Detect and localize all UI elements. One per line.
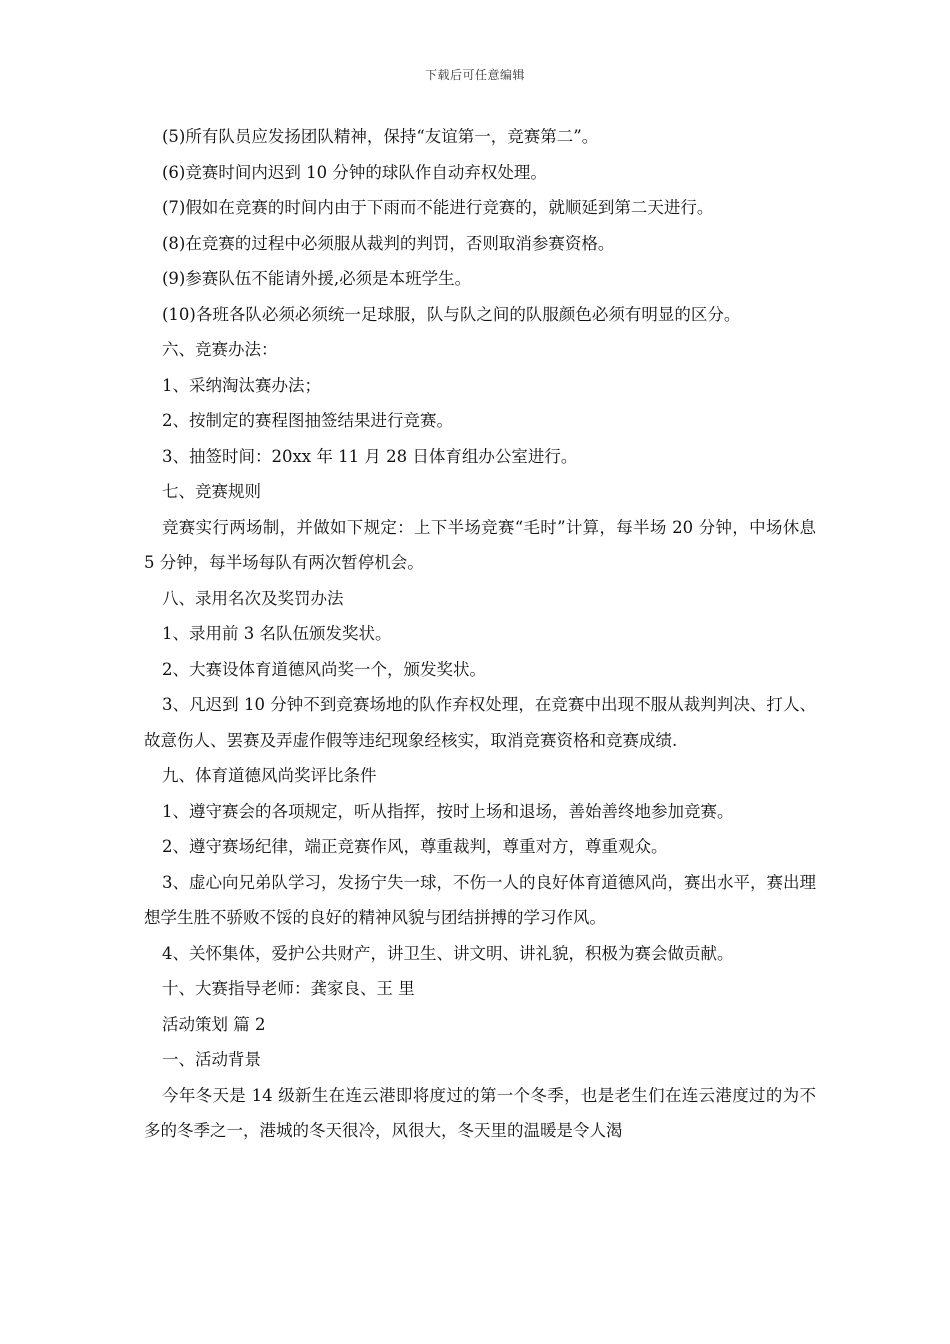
rule-item-9: (9)参赛队伍不能请外援,必须是本班学生。 xyxy=(162,269,472,288)
document-body xyxy=(144,119,816,1149)
method-item-3: 3、抽签时间：20xx 年 11 月 28 日体育组办公室进行。 xyxy=(162,446,578,466)
method-item-1: 1、采纳淘汰赛办法； xyxy=(162,375,321,395)
section-heading-6: 六、竞赛办法： xyxy=(162,340,278,359)
condition-item-3: 3、虚心向兄弟队学习，发扬宁失一球，不伤一人的良好体育道德风尚，赛出水平，赛出理想学生胜不骄败不馁的良好的精神风貌与团结拼搏的学习作风。 xyxy=(144,872,816,927)
rule-item-6: (6)竞赛时间内迟到 10 分钟的球队作自动弃权处理。 xyxy=(162,162,547,182)
plan-title: 活动策划 篇 2 xyxy=(162,1014,266,1034)
award-item-1: 1、录用前 3 名队伍颁发奖状。 xyxy=(162,624,392,643)
section-heading-7: 七、竞赛规则 xyxy=(162,482,261,501)
award-item-3: 3、凡迟到 10 分钟不到竞赛场地的队作弃权处理，在竞赛中出现不服从裁判判决、打人、故意伤人、罢赛及弄虚作假等违纪现象经核实，取消竞赛资格和竞赛成绩. xyxy=(144,695,816,750)
background-heading: 一、活动背景 xyxy=(162,1050,261,1069)
rules-paragraph: 竞赛实行两场制，并做如下规定：上下半场竞赛“毛时”计算，每半场 20 分钟，中场休息 5 分钟，每半场每队有两次暂停机会。 xyxy=(144,517,816,572)
background-paragraph: 今年冬天是 14 级新生在连云港即将度过的第一个冬季，也是老生们在连云港度过的为不多的冬季之一，港城的冬天很冷，风很大，冬天里的温暖是令人渴 xyxy=(144,1085,816,1140)
condition-item-2: 2、遵守赛场纪律，端正竞赛作风，尊重裁判，尊重对方，尊重观众。 xyxy=(162,837,668,856)
condition-item-1: 1、遵守赛会的各项规定，听从指挥，按时上场和退场，善始善终地参加竞赛。 xyxy=(162,801,734,821)
page-header: 下载后可任意编辑 xyxy=(424,68,525,82)
section-heading-8: 八、录用名次及奖罚办法 xyxy=(162,588,344,608)
rule-item-8: (8)在竞赛的过程中必须服从裁判的判罚，否则取消参赛资格。 xyxy=(162,233,615,253)
section-heading-10: 十、大赛指导老师：龚家良、王 里 xyxy=(162,979,415,998)
rule-item-7: (7)假如在竞赛的时间内由于下雨而不能进行竞赛的，就顺延到第二天进行。 xyxy=(162,198,714,217)
condition-item-4: 4、关怀集体，爱护公共财产，讲卫生、讲文明、讲礼貌，积极为赛会做贡献。 xyxy=(162,943,734,963)
rule-item-5: (5)所有队员应发扬团队精神，保持“友谊第一，竞赛第二”。 xyxy=(162,127,599,146)
section-heading-9: 九、体育道德风尚奖评比条件 xyxy=(162,766,377,785)
method-item-2: 2、按制定的赛程图抽签结果进行竞赛。 xyxy=(162,411,453,430)
rule-item-10: (10)各班各队必须必须统一足球服，队与队之间的队服颜色必须有明显的区分。 xyxy=(162,304,741,324)
award-item-2: 2、大赛设体育道德风尚奖一个，颁发奖状。 xyxy=(162,659,486,679)
